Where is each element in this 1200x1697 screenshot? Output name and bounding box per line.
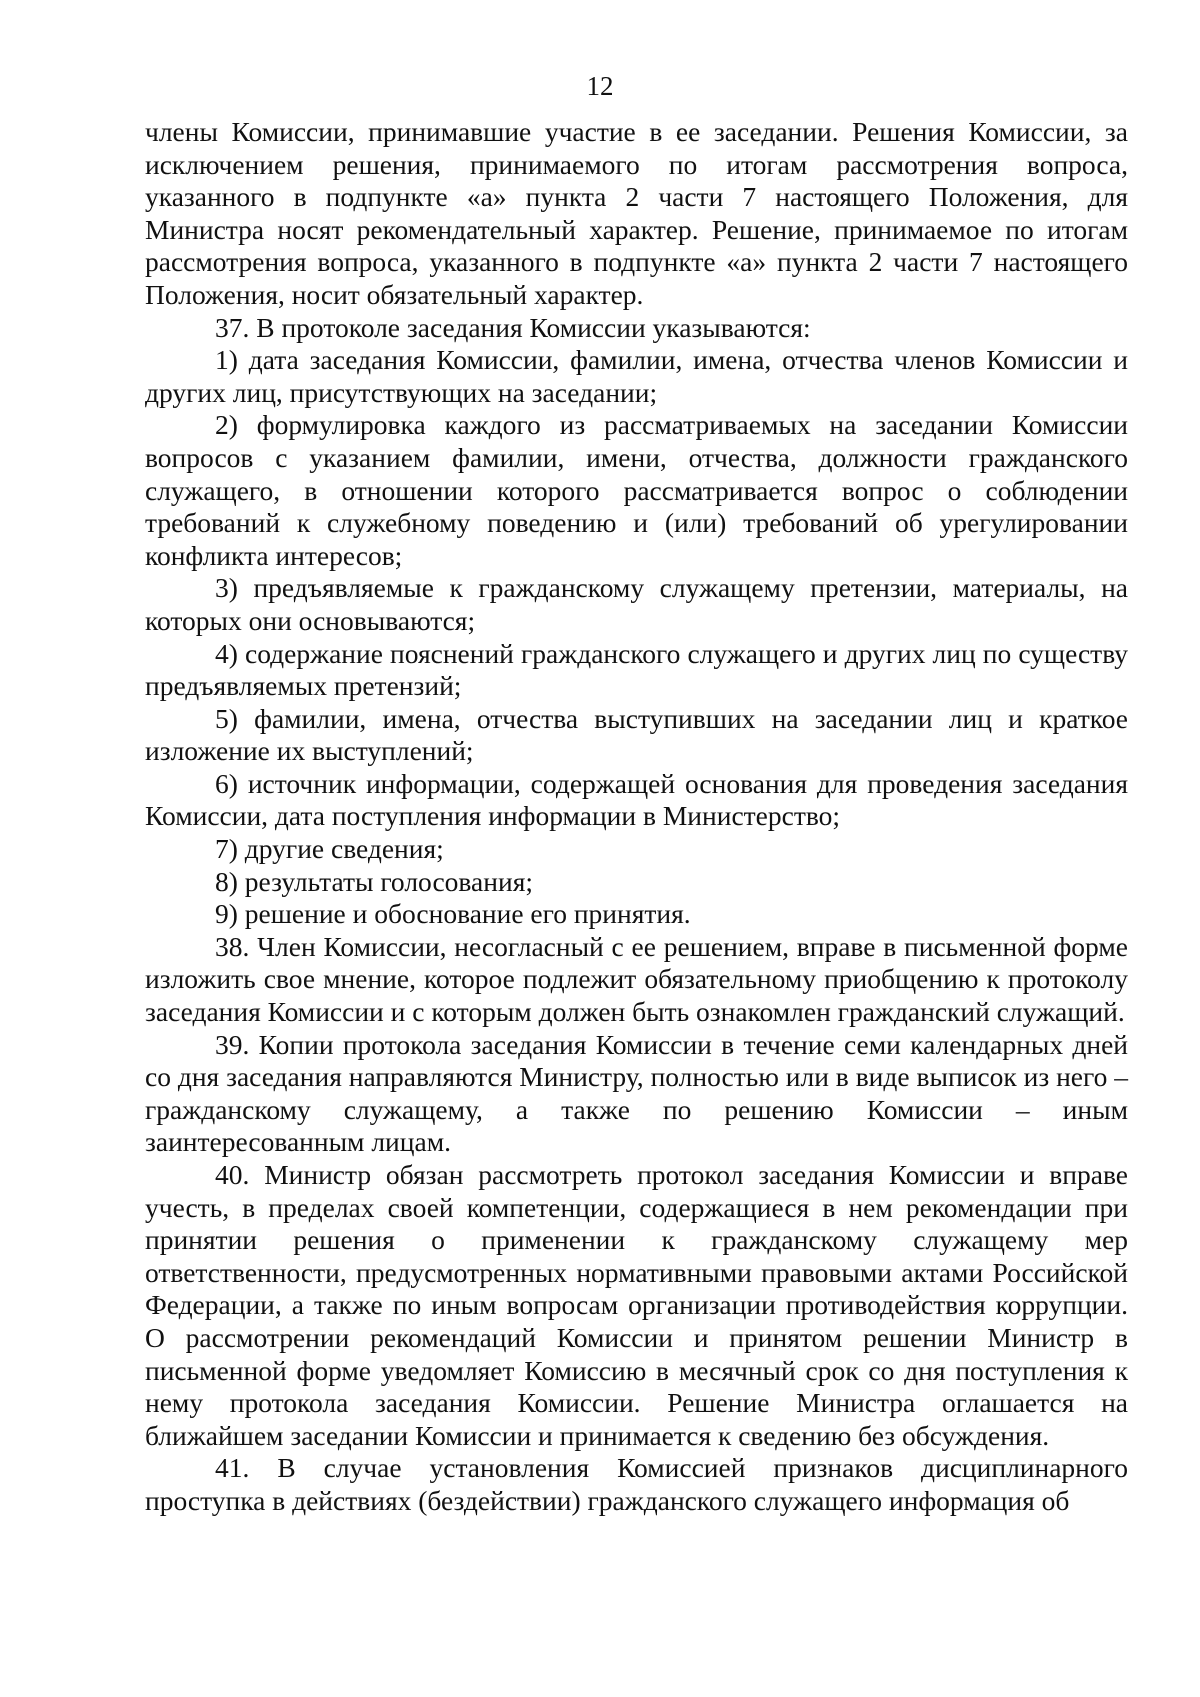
- list-item-7: 7) другие сведения;: [215, 833, 444, 865]
- list-item-9: 9) решение и обоснование его принятия.: [215, 898, 691, 930]
- paragraph-41: 41. В случае установления Комиссией признаков дисциплинарного проступка в действиях (бездействии) гражданского служащего информация об: [145, 1452, 1128, 1516]
- paragraph-40: 40. Министр обязан рассмотреть протокол заседания Комиссии и вправе учесть, в пределах своей компетенции, содержащиеся в нем рекомендации при принятии решения о применении к гражданскому служащему мер ответственности, предусмотренных нормативными правовыми актами Российской Федерации, а также по иным вопросам организации противодействия коррупции. О рассмотрении рекомендаций Комиссии и принятом решении Министр в письменной форме уведомляет Комиссию в месячный срок со дня поступления к нему протокола заседания Комиссии. Решение Министра оглашается на ближайшем заседании Комиссии и принимается к сведению без обсуждения.: [145, 1159, 1128, 1451]
- paragraph-39: 39. Копии протокола заседания Комиссии в течение семи календарных дней со дня заседания направляются Министру, полностью или в виде выписок из него – гражданскому служащему, а также по решению Комиссии – иным заинтересованным лицам.: [145, 1028, 1128, 1158]
- list-item-6: 6) источник информации, содержащей основания для проведения заседания Комиссии, дата поступления информации в Министерство;: [145, 767, 1128, 832]
- page-number: 12: [586, 71, 614, 101]
- list-item-4: 4) содержание пояснений гражданского служащего и других лиц по существу предъявляемых претензий;: [145, 637, 1128, 702]
- paragraph-continuation: члены Комиссии, принимавшие участие в ее заседании. Решения Комиссии, за исключением решения, принимаемого по итогам рассмотрения вопроса, указанного в подпункте «а» пункта 2 части 7 настоящего Положения, для Министра носят рекомендательный характер. Решение, принимаемое по итогам рассмотрения вопроса, указанного в подпункте «а» пункта 2 части 7 настоящего Положения, носит обязательный характер.: [145, 116, 1128, 310]
- list-item-5: 5) фамилии, имена, отчества выступивших на заседании лиц и краткое изложение их выступлений;: [145, 702, 1128, 767]
- document-body: [145, 116, 1128, 1518]
- list-item-2: 2) формулировка каждого из рассматриваемых на заседании Комиссии вопросов с указанием фамилии, имени, отчества, должности гражданского служащего, в отношении которого рассматривается вопрос о соблюдении требований к служебному поведению и (или) требований об урегулировании конфликта интересов;: [145, 409, 1128, 571]
- list-item-3: 3) предъявляемые к гражданскому служащему претензии, материалы, на которых они основываются;: [145, 572, 1128, 636]
- list-item-8: 8) результаты голосования;: [215, 865, 533, 897]
- paragraph-38: 38. Член Комиссии, несогласный с ее решением, вправе в письменной форме изложить свое мнение, которое подлежит обязательному приобщению к протоколу заседания Комиссии и с которым должен быть ознакомлен гражданский служащий.: [145, 930, 1128, 1028]
- list-item-1: 1) дата заседания Комиссии, фамилии, имена, отчества членов Комиссии и других лиц, присутствующих на заседании;: [145, 344, 1128, 408]
- paragraph-37: 37. В протоколе заседания Комиссии указываются:: [215, 311, 811, 343]
